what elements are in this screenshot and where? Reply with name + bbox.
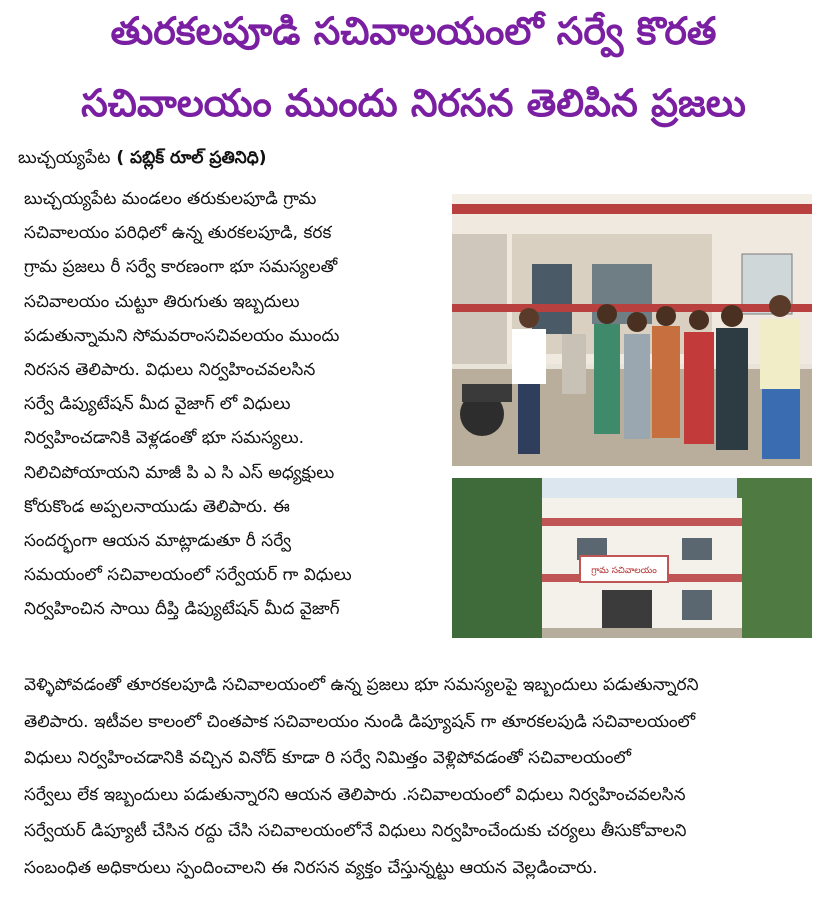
column-line: నిర్వహించిన సాయి దీప్తి డిప్యుటేషన్ మీద వైజాగ్ [24, 599, 340, 620]
column-line: నిలిచిపోయాయని మాజీ పి ఎ సి ఎస్ అధ్యక్షులు [24, 462, 335, 483]
column-line: బుచ్చయ్యపేట మండలం తరుకులపూడి గ్రామ [24, 189, 317, 209]
byline-place: బుచ్చయ్యపేట [18, 148, 111, 168]
column-line: సమయంలో సచివాలయంలో సర్వేయర్ గా విధులు [24, 565, 352, 586]
full-line: సర్వేలు లేక ఇబ్బందులు పడుతున్నారని ఆయన తెలిపారు .సచివాలయంలో విధులు నిర్వహించవలసిన [24, 784, 686, 805]
headline-line-1: తురకలపూడి సచివాలయంలో సర్వే కొరత [110, 9, 717, 53]
byline-source: ( పబ్లిక్ రూల్ ప్రతినిధి) [116, 148, 267, 168]
building-sign-text: గ్రామ సచివాలయం [591, 566, 657, 576]
protest-photo [452, 194, 812, 466]
full-line: వెళ్ళిపోవడంతో తూరకలపూడి సచివాలయంలో ఉన్న ప్రజలు భూ సమస్యలపై ఇబ్బందులు పడుతున్నారని [24, 675, 699, 695]
column-line: సర్వే డిప్యుటేషన్ మీద వైజాగ్ లో విధులు [24, 394, 291, 415]
article-full-width [24, 667, 814, 886]
column-line: నిరసన తెలిపారు. విధులు నిర్వహించవలసిన [24, 360, 316, 381]
full-line: విధులు నిర్వహించడానికి వచ్చిన వినోద్ కూడా రి సర్వే నిమిత్తం వెళ్లిపోవడంతో సచివాలయంలో [24, 748, 631, 768]
column-line: సచివాలయం పరిధిలో ఉన్న తురకలపూడి, కరక [24, 223, 332, 244]
column-line: నిర్వహించడానికి వెళ్లడంతో భూ సమస్యలు. [24, 428, 305, 449]
full-line: తెలిపారు. ఇటీవల కాలంలో చింతపాక సచివాలయం నుండి డిప్యూషన్ గా తూరకలపుడి సచివాలయంలో [24, 711, 696, 732]
column-line: కోరుకొండ అప్పలనాయుడు తెలిపారు. ఈ [24, 496, 290, 517]
full-line: సంబంధిత అధికారులు స్పందించాలని ఈ నిరసన వ్యక్తం చేస్తున్నట్టు ఆయన వెల్లడించారు. [24, 857, 598, 878]
full-line: సర్వేయర్ డిప్యూటీ చేసిన రద్దు చేసి సచివాలయంలోనే విధులు నిర్వహించేందుకు చర్యలు తీసుకోవాలని [24, 821, 687, 841]
secretariat-building-photo [452, 478, 812, 638]
article-column [24, 182, 432, 627]
column-line: పడుతున్నామని సోమవరాంసచివలయం ముందు [24, 325, 340, 346]
column-line: సచివాలయం చుట్టూ తిరుగుతు ఇబ్బదులు [24, 291, 300, 312]
headline-line-2: సచివాలయం ముందు నిరసన తెలిపిన ప్రజలు [81, 81, 746, 125]
column-line: గ్రామ ప్రజలు రీ సర్వే కారణంగా భూ సమస్యలతో [24, 257, 338, 278]
column-line: సందర్భంగా ఆయన మాట్లాడుతూ రీ సర్వే [24, 531, 292, 552]
byline [18, 148, 266, 172]
